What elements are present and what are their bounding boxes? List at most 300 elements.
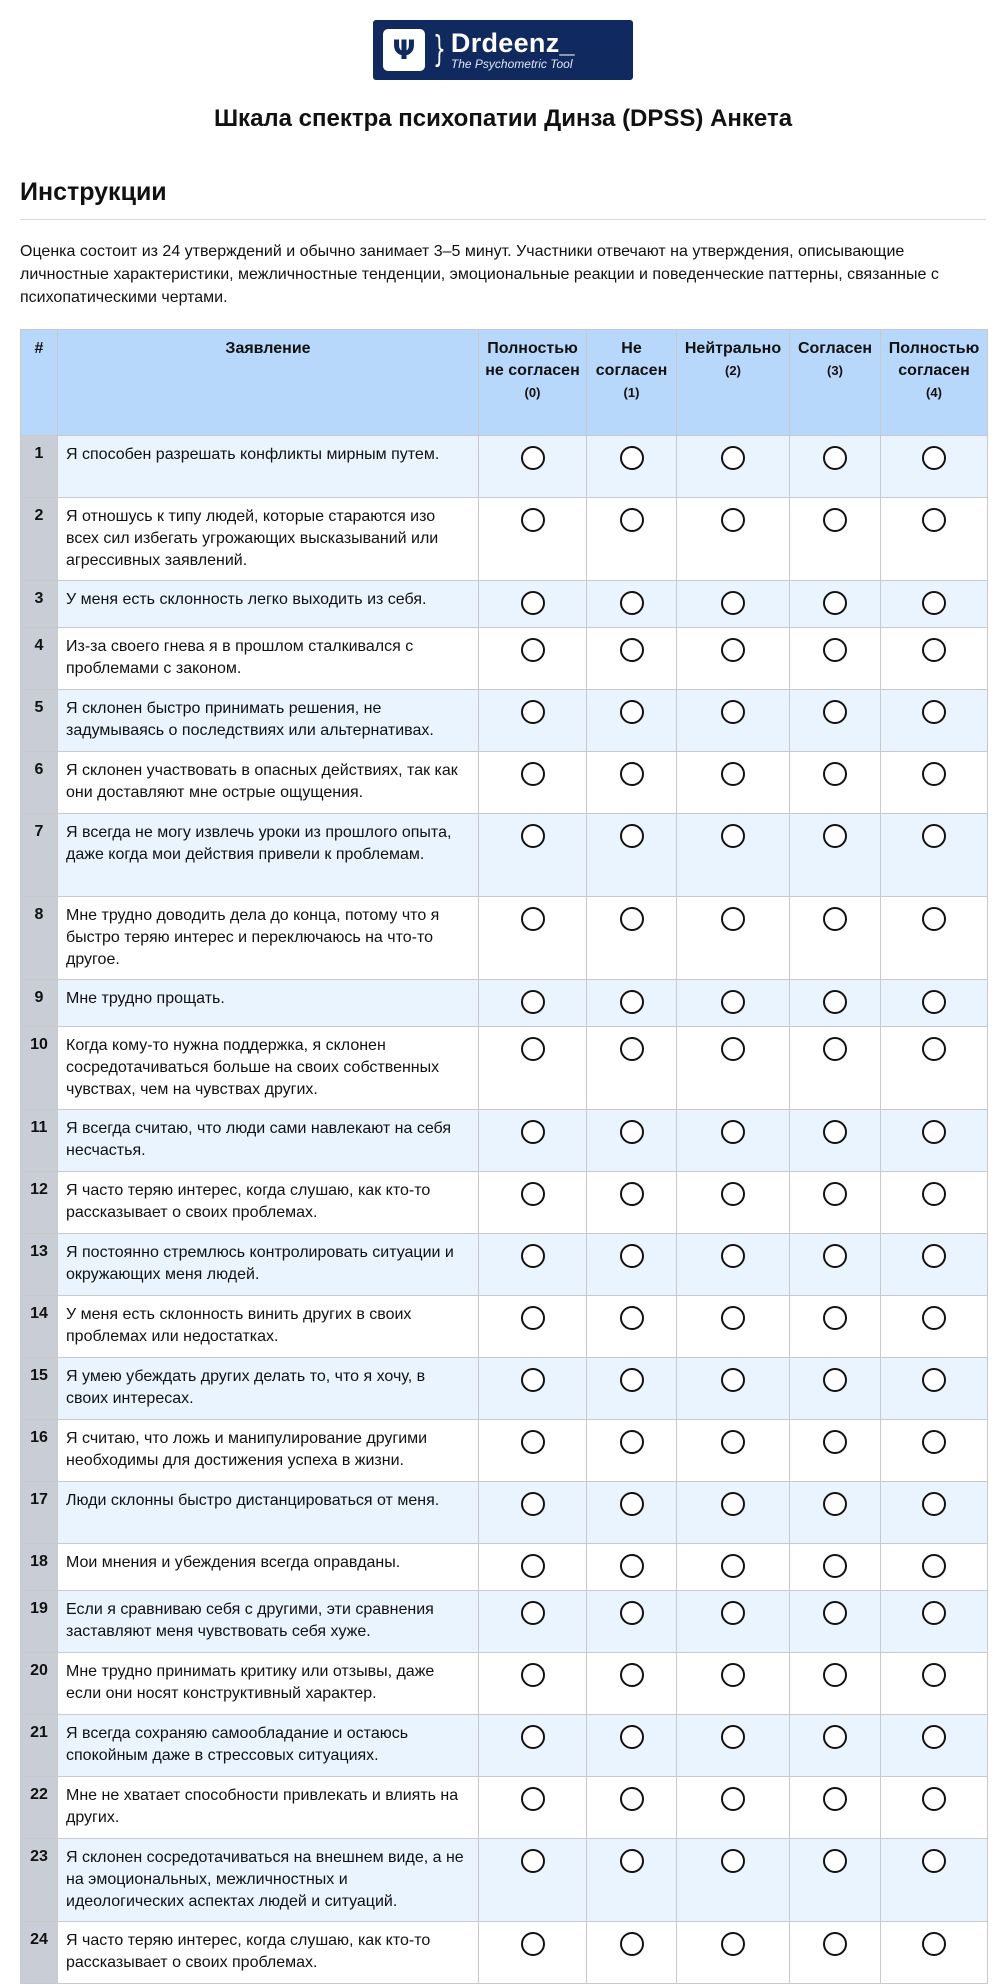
radio-option-4[interactable]: [922, 1492, 946, 1516]
table-row: [21, 436, 988, 498]
radio-option-2[interactable]: [721, 508, 745, 532]
header-option-2-label: Нейтрально: [684, 340, 782, 357]
logo: [373, 20, 633, 80]
option-cell-3: [790, 581, 881, 628]
radio-option-4[interactable]: [922, 1182, 946, 1206]
question-statement: Я всегда сохраняю самообладание и остаюсь спокойным даже в стрессовых ситуациях.: [58, 1715, 479, 1777]
radio-option-4[interactable]: [922, 1554, 946, 1578]
radio-option-1[interactable]: [620, 1787, 644, 1811]
radio-option-1[interactable]: [620, 824, 644, 848]
question-number: 23: [21, 1839, 58, 1922]
question-number: 10: [21, 1027, 58, 1110]
radio-option-4[interactable]: [922, 1601, 946, 1625]
radio-option-3[interactable]: [823, 1244, 847, 1268]
table-row: [21, 1922, 988, 1984]
option-cell-3: [790, 1777, 881, 1839]
questionnaire-table: [20, 329, 988, 1984]
option-cell-1: [587, 1420, 677, 1482]
option-cell-3: [790, 1296, 881, 1358]
option-cell-0: [479, 1296, 587, 1358]
option-cell-0: [479, 1172, 587, 1234]
option-cell-1: [587, 1110, 677, 1172]
table-row: [21, 1172, 988, 1234]
question-number: 8: [21, 897, 58, 980]
option-cell-4: [881, 1777, 988, 1839]
table-row: [21, 752, 988, 814]
option-cell-1: [587, 1027, 677, 1110]
radio-option-3[interactable]: [823, 1554, 847, 1578]
question-number: 13: [21, 1234, 58, 1296]
header-option-3-label: Согласен: [797, 340, 873, 357]
radio-option-3[interactable]: [823, 1430, 847, 1454]
radio-option-0[interactable]: [521, 1492, 545, 1516]
table-row: [21, 814, 988, 897]
radio-option-4[interactable]: [922, 1120, 946, 1144]
option-cell-4: [881, 436, 988, 498]
option-cell-4: [881, 1358, 988, 1420]
table-row: [21, 690, 988, 752]
option-cell-4: [881, 1296, 988, 1358]
option-cell-3: [790, 498, 881, 581]
radio-option-2[interactable]: [721, 990, 745, 1014]
option-cell-2: [677, 1110, 790, 1172]
radio-option-0[interactable]: [521, 1120, 545, 1144]
header-statement: Заявление: [58, 330, 479, 436]
option-cell-2: [677, 1027, 790, 1110]
option-cell-3: [790, 1027, 881, 1110]
option-cell-2: [677, 628, 790, 690]
table-row: [21, 1591, 988, 1653]
option-cell-0: [479, 1591, 587, 1653]
option-cell-3: [790, 690, 881, 752]
radio-option-2[interactable]: [721, 700, 745, 724]
option-cell-3: [790, 1653, 881, 1715]
radio-option-4[interactable]: [922, 446, 946, 470]
radio-option-1[interactable]: [620, 446, 644, 470]
question-statement: Мои мнения и убеждения всегда оправданы.: [58, 1544, 479, 1591]
radio-option-2[interactable]: [721, 1601, 745, 1625]
option-cell-0: [479, 1027, 587, 1110]
option-cell-1: [587, 690, 677, 752]
option-cell-0: [479, 1544, 587, 1591]
option-cell-4: [881, 690, 988, 752]
question-statement: Я постоянно стремлюсь контролировать ситуации и окружающих меня людей.: [58, 1234, 479, 1296]
option-cell-0: [479, 1653, 587, 1715]
option-cell-2: [677, 498, 790, 581]
option-cell-4: [881, 1715, 988, 1777]
radio-option-3[interactable]: [823, 1037, 847, 1061]
radio-option-4[interactable]: [922, 1244, 946, 1268]
option-cell-4: [881, 1234, 988, 1296]
question-number: 9: [21, 980, 58, 1027]
question-statement: Я склонен быстро принимать решения, не задумываясь о последствиях или альтернативах.: [58, 690, 479, 752]
radio-option-0[interactable]: [521, 591, 545, 615]
radio-option-2[interactable]: [721, 1787, 745, 1811]
radio-option-4[interactable]: [922, 1037, 946, 1061]
question-statement: У меня есть склонность винить других в своих проблемах или недостатках.: [58, 1296, 479, 1358]
question-number: 17: [21, 1482, 58, 1544]
header-option-4-label: Полностью согласен: [888, 340, 980, 379]
option-cell-0: [479, 752, 587, 814]
radio-option-2[interactable]: [721, 1037, 745, 1061]
radio-option-4[interactable]: [922, 1932, 946, 1956]
radio-option-3[interactable]: [823, 446, 847, 470]
option-cell-2: [677, 1715, 790, 1777]
option-cell-0: [479, 1358, 587, 1420]
radio-option-3[interactable]: [823, 1787, 847, 1811]
option-cell-1: [587, 581, 677, 628]
radio-option-4[interactable]: [922, 1725, 946, 1749]
radio-option-4[interactable]: [922, 762, 946, 786]
question-number: 24: [21, 1922, 58, 1984]
radio-option-3[interactable]: [823, 990, 847, 1014]
radio-option-2[interactable]: [721, 1849, 745, 1873]
radio-option-0[interactable]: [521, 907, 545, 931]
question-number: 12: [21, 1172, 58, 1234]
option-cell-3: [790, 1839, 881, 1922]
radio-option-1[interactable]: [620, 591, 644, 615]
radio-option-3[interactable]: [823, 508, 847, 532]
radio-option-4[interactable]: [922, 700, 946, 724]
radio-option-4[interactable]: [922, 1368, 946, 1392]
option-cell-0: [479, 897, 587, 980]
question-number: 6: [21, 752, 58, 814]
radio-option-0[interactable]: [521, 1601, 545, 1625]
radio-option-3[interactable]: [823, 591, 847, 615]
table-row: [21, 1482, 988, 1544]
radio-option-2[interactable]: [721, 1663, 745, 1687]
option-cell-0: [479, 980, 587, 1027]
option-cell-2: [677, 1922, 790, 1984]
option-cell-3: [790, 1482, 881, 1544]
option-cell-0: [479, 1839, 587, 1922]
radio-option-1[interactable]: [620, 990, 644, 1014]
header-option-0-code: (0): [524, 385, 541, 400]
question-number: 22: [21, 1777, 58, 1839]
radio-option-2[interactable]: [721, 1492, 745, 1516]
table-row: [21, 1234, 988, 1296]
logo-tagline: The Psychometric Tool: [450, 57, 573, 71]
option-cell-2: [677, 690, 790, 752]
option-cell-4: [881, 1482, 988, 1544]
radio-option-4[interactable]: [922, 638, 946, 662]
question-statement: Мне трудно доводить дела до конца, потому что я быстро теряю интерес и переключаюсь на что-то другое.: [58, 897, 479, 980]
option-cell-4: [881, 1172, 988, 1234]
option-cell-4: [881, 1027, 988, 1110]
radio-option-0[interactable]: [521, 824, 545, 848]
option-cell-1: [587, 980, 677, 1027]
option-cell-3: [790, 1358, 881, 1420]
option-cell-1: [587, 1839, 677, 1922]
question-statement: У меня есть склонность легко выходить из себя.: [58, 581, 479, 628]
option-cell-3: [790, 1544, 881, 1591]
option-cell-2: [677, 1777, 790, 1839]
radio-option-0[interactable]: [521, 1368, 545, 1392]
radio-option-0[interactable]: [521, 1787, 545, 1811]
option-cell-1: [587, 1922, 677, 1984]
radio-option-2[interactable]: [721, 1932, 745, 1956]
option-cell-3: [790, 897, 881, 980]
radio-option-1[interactable]: [620, 1182, 644, 1206]
psi-logo-icon: Ψ: [383, 29, 425, 71]
option-cell-1: [587, 752, 677, 814]
header-option-3-code: (3): [827, 363, 843, 378]
option-cell-1: [587, 814, 677, 897]
option-cell-0: [479, 814, 587, 897]
instructions-heading: Инструкции: [20, 178, 167, 206]
option-cell-2: [677, 1544, 790, 1591]
option-cell-2: [677, 1358, 790, 1420]
radio-option-3[interactable]: [823, 1601, 847, 1625]
radio-option-4[interactable]: [922, 907, 946, 931]
table-row: [21, 628, 988, 690]
radio-option-1[interactable]: [620, 1244, 644, 1268]
question-statement: Я склонен сосредотачиваться на внешнем виде, а не на эмоциональных, межличностных и идеологических аспектах людей и ситуаций.: [58, 1839, 479, 1922]
option-cell-1: [587, 1296, 677, 1358]
radio-option-4[interactable]: [922, 591, 946, 615]
header-option-2: [677, 330, 790, 436]
header-option-2-code: (2): [725, 363, 741, 378]
option-cell-0: [479, 628, 587, 690]
header-option-4-code: (4): [926, 385, 942, 400]
radio-option-0[interactable]: [521, 1430, 545, 1454]
radio-option-0[interactable]: [521, 446, 545, 470]
radio-option-2[interactable]: [721, 591, 745, 615]
option-cell-0: [479, 1234, 587, 1296]
option-cell-0: [479, 1922, 587, 1984]
radio-option-4[interactable]: [922, 1787, 946, 1811]
radio-option-0[interactable]: [521, 1182, 545, 1206]
option-cell-1: [587, 1777, 677, 1839]
option-cell-3: [790, 1172, 881, 1234]
radio-option-0[interactable]: [521, 1663, 545, 1687]
radio-option-2[interactable]: [721, 638, 745, 662]
header-num: #: [21, 330, 58, 436]
question-statement: Я умею убеждать других делать то, что я хочу, в своих интересах.: [58, 1358, 479, 1420]
table-header-row: [21, 330, 988, 436]
option-cell-2: [677, 1296, 790, 1358]
radio-option-0[interactable]: [521, 990, 545, 1014]
brace-decoration-icon: }: [433, 29, 446, 70]
table-row: [21, 897, 988, 980]
option-cell-0: [479, 436, 587, 498]
radio-option-0[interactable]: [521, 638, 545, 662]
option-cell-4: [881, 814, 988, 897]
header-option-1-label: Не согласен: [595, 340, 668, 379]
header-option-1: [587, 330, 677, 436]
radio-option-1[interactable]: [620, 1601, 644, 1625]
radio-option-1[interactable]: [620, 1725, 644, 1749]
option-cell-3: [790, 814, 881, 897]
question-number: 15: [21, 1358, 58, 1420]
radio-option-2[interactable]: [721, 907, 745, 931]
option-cell-2: [677, 814, 790, 897]
radio-option-0[interactable]: [521, 1932, 545, 1956]
question-statement: Я склонен участвовать в опасных действиях, так как они доставляют мне острые ощущения.: [58, 752, 479, 814]
radio-option-3[interactable]: [823, 907, 847, 931]
option-cell-4: [881, 1922, 988, 1984]
heading-divider: [20, 219, 986, 220]
table-row: [21, 1358, 988, 1420]
radio-option-1[interactable]: [620, 1120, 644, 1144]
option-cell-3: [790, 1420, 881, 1482]
option-cell-3: [790, 1110, 881, 1172]
radio-option-3[interactable]: [823, 1849, 847, 1873]
table-row: [21, 1110, 988, 1172]
radio-option-1[interactable]: [620, 762, 644, 786]
radio-option-0[interactable]: [521, 1725, 545, 1749]
question-statement: Я считаю, что ложь и манипулирование другими необходимы для достижения успеха в жизни.: [58, 1420, 479, 1482]
question-statement: Люди склонны быстро дистанцироваться от меня.: [58, 1482, 479, 1544]
radio-option-1[interactable]: [620, 1663, 644, 1687]
radio-option-2[interactable]: [721, 1430, 745, 1454]
radio-option-3[interactable]: [823, 1932, 847, 1956]
option-cell-4: [881, 1653, 988, 1715]
radio-option-1[interactable]: [620, 700, 644, 724]
radio-option-3[interactable]: [823, 1182, 847, 1206]
question-statement: Из-за своего гнева я в прошлом сталкивался с проблемами с законом.: [58, 628, 479, 690]
option-cell-1: [587, 498, 677, 581]
question-number: 3: [21, 581, 58, 628]
question-number: 7: [21, 814, 58, 897]
radio-option-0[interactable]: [521, 1554, 545, 1578]
header-option-3: [790, 330, 881, 436]
table-row: [21, 1839, 988, 1922]
option-cell-4: [881, 1420, 988, 1482]
question-number: 21: [21, 1715, 58, 1777]
radio-option-1[interactable]: [620, 1849, 644, 1873]
question-statement: Мне трудно принимать критику или отзывы, даже если они носят конструктивный характер.: [58, 1653, 479, 1715]
question-statement: Мне трудно прощать.: [58, 980, 479, 1027]
radio-option-3[interactable]: [823, 1368, 847, 1392]
radio-option-1[interactable]: [620, 1492, 644, 1516]
radio-option-2[interactable]: [721, 1182, 745, 1206]
radio-option-4[interactable]: [922, 824, 946, 848]
radio-option-3[interactable]: [823, 824, 847, 848]
option-cell-3: [790, 1715, 881, 1777]
option-cell-1: [587, 1715, 677, 1777]
option-cell-4: [881, 752, 988, 814]
option-cell-1: [587, 1172, 677, 1234]
option-cell-2: [677, 436, 790, 498]
radio-option-2[interactable]: [721, 824, 745, 848]
radio-option-0[interactable]: [521, 700, 545, 724]
radio-option-0[interactable]: [521, 1037, 545, 1061]
radio-option-2[interactable]: [721, 1244, 745, 1268]
question-statement: Я отношусь к типу людей, которые стараются изо всех сил избегать угрожающих высказываний или агрессивных заявлений.: [58, 498, 479, 581]
radio-option-4[interactable]: [922, 1849, 946, 1873]
radio-option-2[interactable]: [721, 1554, 745, 1578]
table-row: [21, 498, 988, 581]
option-cell-1: [587, 1358, 677, 1420]
option-cell-1: [587, 628, 677, 690]
header-option-0-label: Полностью не согласен: [485, 340, 580, 379]
table-row: [21, 1653, 988, 1715]
radio-option-2[interactable]: [721, 1725, 745, 1749]
page-title: Шкала спектра психопатии Динза (DPSS) Анкета: [213, 105, 793, 132]
option-cell-2: [677, 1839, 790, 1922]
radio-option-4[interactable]: [922, 990, 946, 1014]
option-cell-1: [587, 1591, 677, 1653]
radio-option-1[interactable]: [620, 508, 644, 532]
question-number: 20: [21, 1653, 58, 1715]
radio-option-3[interactable]: [823, 638, 847, 662]
radio-option-1[interactable]: [620, 907, 644, 931]
radio-option-3[interactable]: [823, 1492, 847, 1516]
option-cell-1: [587, 436, 677, 498]
table-row: [21, 1715, 988, 1777]
radio-option-0[interactable]: [521, 1849, 545, 1873]
header-option-4: [881, 330, 988, 436]
radio-option-2[interactable]: [721, 1368, 745, 1392]
table-row: [21, 1296, 988, 1358]
question-number: 16: [21, 1420, 58, 1482]
header-option-1-code: (1): [623, 385, 640, 400]
radio-option-3[interactable]: [823, 1120, 847, 1144]
radio-option-0[interactable]: [521, 508, 545, 532]
option-cell-2: [677, 980, 790, 1027]
option-cell-3: [790, 1922, 881, 1984]
radio-option-3[interactable]: [823, 1725, 847, 1749]
question-statement: Если я сравниваю себя с другими, эти сравнения заставляют меня чувствовать себя хуже.: [58, 1591, 479, 1653]
radio-option-3[interactable]: [823, 762, 847, 786]
radio-option-0[interactable]: [521, 762, 545, 786]
option-cell-1: [587, 1234, 677, 1296]
radio-option-4[interactable]: [922, 1430, 946, 1454]
radio-option-1[interactable]: [620, 1306, 644, 1330]
radio-option-2[interactable]: [721, 446, 745, 470]
option-cell-4: [881, 980, 988, 1027]
question-statement: Я всегда считаю, что люди сами навлекают на себя несчастья.: [58, 1110, 479, 1172]
option-cell-2: [677, 1482, 790, 1544]
radio-option-4[interactable]: [922, 1663, 946, 1687]
question-number: 5: [21, 690, 58, 752]
question-number: 14: [21, 1296, 58, 1358]
option-cell-0: [479, 690, 587, 752]
radio-option-3[interactable]: [823, 1663, 847, 1687]
question-number: 2: [21, 498, 58, 581]
radio-option-1[interactable]: [620, 1430, 644, 1454]
radio-option-1[interactable]: [620, 1932, 644, 1956]
option-cell-0: [479, 498, 587, 581]
radio-option-1[interactable]: [620, 1037, 644, 1061]
option-cell-0: [479, 581, 587, 628]
question-statement: Мне не хватает способности привлекать и влиять на других.: [58, 1777, 479, 1839]
radio-option-1[interactable]: [620, 1368, 644, 1392]
radio-option-1[interactable]: [620, 638, 644, 662]
option-cell-3: [790, 980, 881, 1027]
radio-option-0[interactable]: [521, 1244, 545, 1268]
instructions-text: Оценка состоит из 24 утверждений и обычно занимает 3–5 минут. Участники отвечают на утверждения, описывающие личностные характеристики, межличностные тенденции, эмоциональные реакции и поведенческие паттерны, связанные с психопатическими чертами.: [20, 243, 939, 306]
question-statement: Я часто теряю интерес, когда слушаю, как кто-то рассказывает о своих проблемах.: [58, 1172, 479, 1234]
radio-option-3[interactable]: [823, 700, 847, 724]
radio-option-2[interactable]: [721, 1120, 745, 1144]
radio-option-1[interactable]: [620, 1554, 644, 1578]
radio-option-2[interactable]: [721, 762, 745, 786]
option-cell-0: [479, 1777, 587, 1839]
radio-option-2[interactable]: [721, 1306, 745, 1330]
radio-option-4[interactable]: [922, 1306, 946, 1330]
radio-option-3[interactable]: [823, 1306, 847, 1330]
radio-option-4[interactable]: [922, 508, 946, 532]
option-cell-4: [881, 498, 988, 581]
radio-option-0[interactable]: [521, 1306, 545, 1330]
option-cell-4: [881, 1839, 988, 1922]
option-cell-4: [881, 628, 988, 690]
logo-name: Drdeenz_: [450, 28, 575, 58]
question-number: 1: [21, 436, 58, 498]
option-cell-2: [677, 1420, 790, 1482]
